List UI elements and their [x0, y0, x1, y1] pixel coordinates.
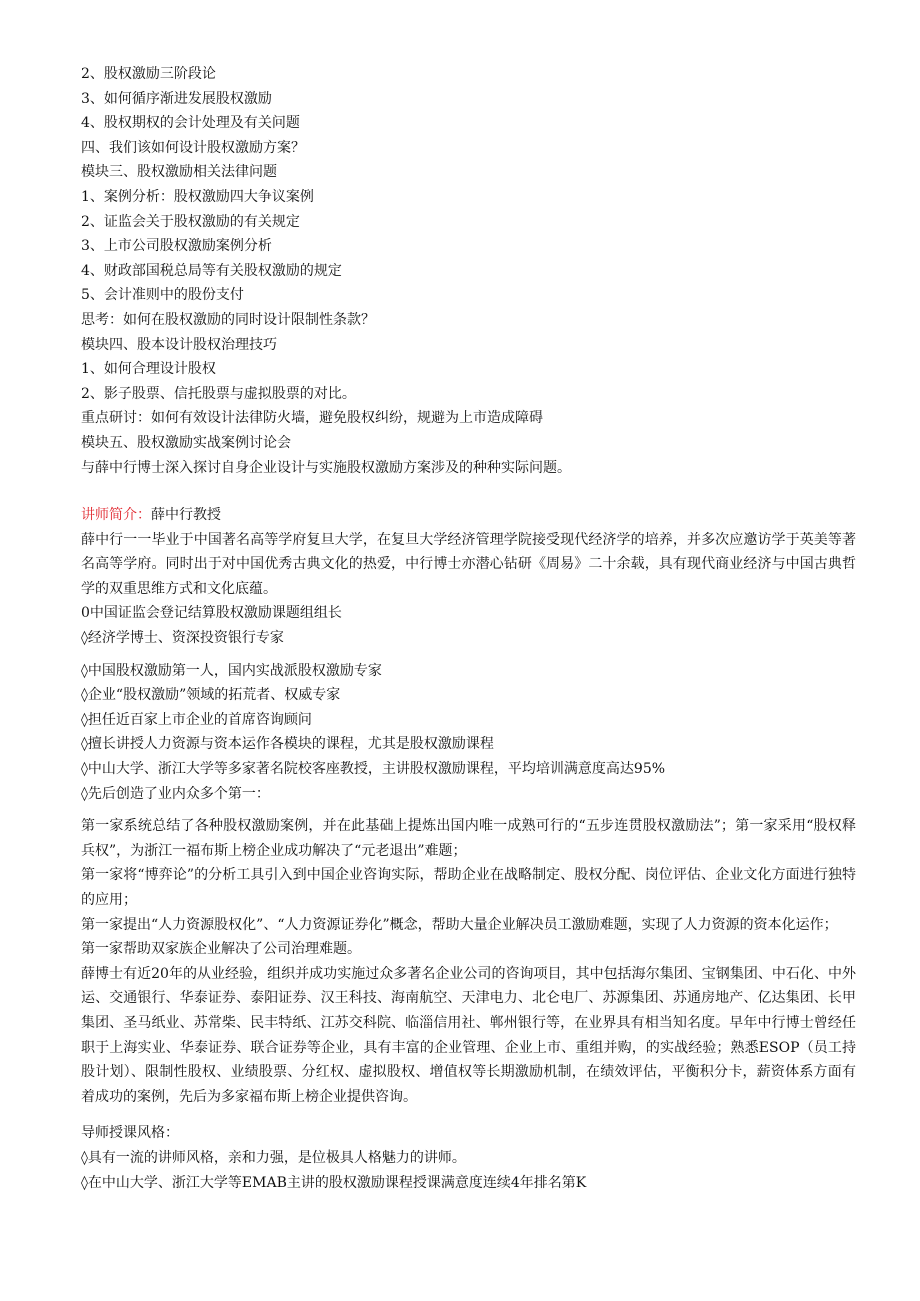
outline-line: 5、会计准则中的股份支付: [81, 287, 244, 304]
credential-item: ◊中山大学、浙江大学等多家著名院校客座教授，主讲股权激励课程，平均培训满意度高达95%: [81, 761, 666, 778]
style-item: ◊具有一流的讲师风格，亲和力强，是位极具人格魅力的讲师。: [81, 1149, 466, 1166]
intro-label: 讲师简介：: [81, 507, 151, 524]
document-page: [81, 62, 856, 1195]
first-paragraph: 第一家提出“人力资源股权化”、“人力资源证券化”概念，帮助大量企业解决员工激励难题，实现了人力资源的资本化运作；: [81, 916, 838, 933]
outline-line: 2、股权激励三阶段论: [81, 66, 216, 82]
outline-line: 3、如何循序渐进发展股权激励: [81, 90, 272, 107]
outline-line: 1、案例分析：股权激励四大争议案例: [81, 188, 314, 205]
outline-line: 4、股权期权的会计处理及有关问题: [81, 115, 300, 132]
first-paragraph: 第一家帮助双家族企业解决了公司治理难题。: [81, 941, 361, 958]
credential-item: ◊中国股权激励第一人，国内实战派股权激励专家: [81, 662, 382, 679]
outline-line: 4、财政部国税总局等有关股权激励的规定: [81, 262, 342, 279]
outline-line: 与薛中行博士深入探讨自身企业设计与实施股权激励方案涉及的种种实际问题。: [81, 459, 571, 476]
instructor-name: 薛中行教授: [151, 507, 221, 524]
outline-line: 模块五、股权激励实战案例讨论会: [81, 434, 291, 451]
credential-item: ◊企业“股权激励”领域的拓荒者、权威专家: [81, 687, 341, 704]
firsts-section: [81, 814, 856, 1109]
outline-line: 四、我们该如何设计股权激励方案？: [81, 139, 305, 156]
course-outline: [81, 62, 856, 480]
outline-line: 2、证监会关于股权激励的有关规定: [81, 213, 300, 230]
credential-item: ◊先后创造了业内众多个第一：: [81, 785, 270, 802]
teaching-style-heading: 导师授课风格：: [81, 1125, 179, 1142]
outline-line: 1、如何合理设计股权: [81, 361, 216, 378]
first-paragraph: 第一家将“博弈论”的分析工具引入到中国企业咨询实际，帮助企业在战略制定、股权分配、岗位评估、企业文化方面进行独特的应用；: [81, 867, 856, 908]
outline-line: 模块四、股本设计股权治理技巧: [81, 336, 277, 353]
instructor-intro-heading: [81, 503, 856, 528]
experience-paragraph: 薛博士有近20年的从业经验，组织并成功实施过众多著名企业公司的咨询项目，其中包括海尔集团、宝钢集团、中石化、中外运、交通银行、华泰证券、泰阳证券、汉王科技、海南航空、天津电力、北仑电厂、苏源集团、苏通房地产、亿达集团、长甲集团、圣马纸业、苏常柴、民丰特纸、江苏交科院、临淄信用社、郸州银行等，在业界具有相当知名度。早年中行博士曾经任职于上海实业、华泰证券、联合证券等企业，具有丰富的企业管理、企业上市、重组并购，的实战经验；熟悉ESOP（员工持股计划）、限制性股权、业绩股票、分红权、虚拟股权、增值权等长期激励机制，在绩效评估，平衡积分卡，薪资体系方面有着成功的案例，先后为多家福布斯上榜企业提供咨询。: [81, 965, 856, 1105]
credential-item: ◊擅长讲授人力资源与资本运作各模块的课程，尤其是股权激励课程: [81, 736, 494, 753]
style-item: ◊在中山大学、浙江大学等EMAB主讲的股权激励课程授课满意度连续4年排名第K: [81, 1174, 587, 1191]
first-paragraph: 第一家系统总结了各种股权激励案例，并在此基础上提炼出国内唯一成熟可行的“五步连贯股权激励法”；第一家采用“股权释兵权”，为浙江一福布斯上榜企业成功解决了“元老退出”难题；: [81, 818, 856, 859]
intro-paragraph: 薛中行一一毕业于中国著名高等学府复旦大学，在复旦大学经济管理学院接受现代经济学的培养，并多次应邀访学于英美等著名高等学府。同时出于对中国优秀古典文化的热爱，中行博士亦潜心钻研《周易》二十余载，具有现代商业经济与中国古典哲学的双重思维方式和文化底蕴。: [81, 531, 856, 597]
credential-item: ◊担任近百家上市企业的首席咨询顾问: [81, 711, 312, 728]
outline-line: 2、影子股票、信托股票与虚拟股票的对比。: [81, 385, 356, 402]
credential-item: 0中国证监会登记结算股权激励课题组组长: [81, 605, 342, 622]
outline-line: 模块三、股权激励相关法律问题: [81, 164, 277, 181]
outline-line: 重点研讨：如何有效设计法律防火墙，避免股权纠纷，规避为上市造成障碍: [81, 410, 543, 427]
credential-item: ◊经济学博士、资深投资银行专家: [81, 630, 284, 647]
outline-line: 思考：如何在股权激励的同时设计限制性条款？: [81, 311, 375, 328]
outline-line: 3、上市公司股权激励案例分析: [81, 238, 272, 255]
